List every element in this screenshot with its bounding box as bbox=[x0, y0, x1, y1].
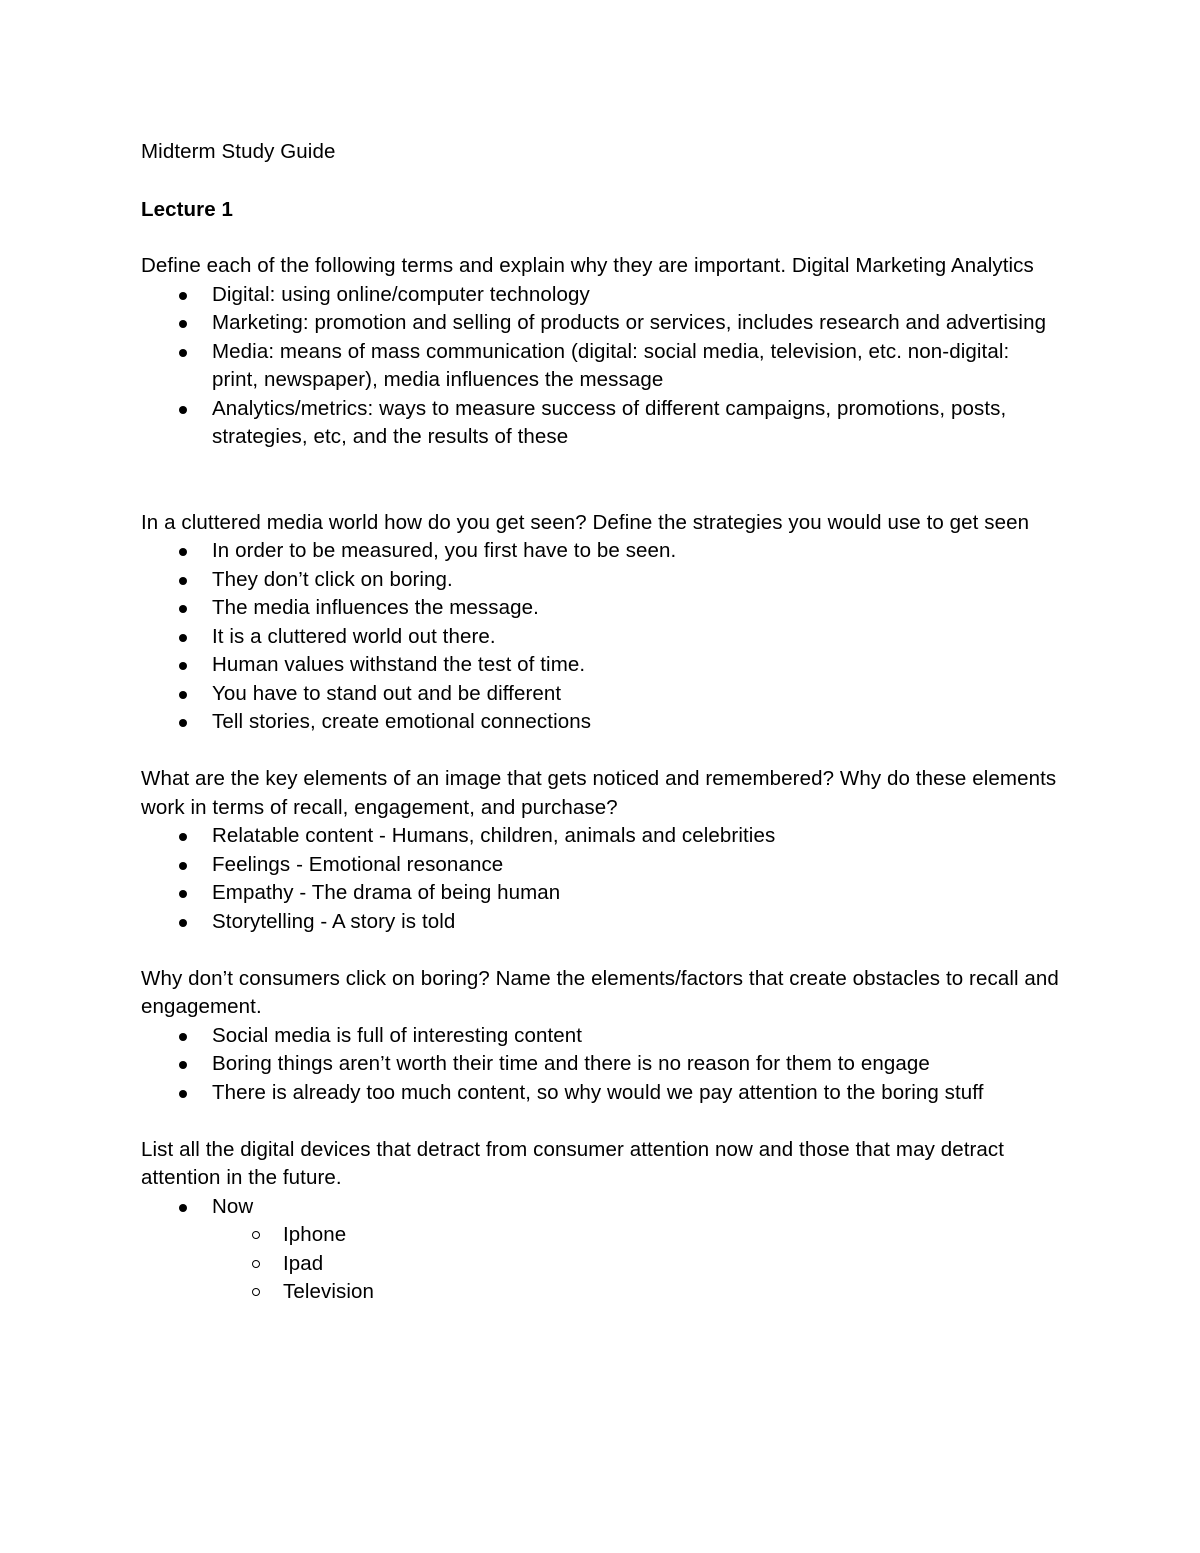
document-title: Midterm Study Guide bbox=[141, 140, 336, 163]
section-key-elements bbox=[141, 765, 1061, 936]
list-item: They don’t click on boring. bbox=[212, 566, 1061, 595]
list-item: Media: means of mass communication (digital: social media, television, etc. non-digital: print, newspaper), media influences the message bbox=[212, 338, 1061, 395]
sub-list-devices bbox=[212, 1221, 1061, 1307]
sub-list-item: Ipad bbox=[283, 1250, 1061, 1279]
sub-list-item: Television bbox=[283, 1278, 1061, 1307]
answer-list-get-seen bbox=[141, 537, 1061, 737]
sub-list-item: Iphone bbox=[283, 1221, 1061, 1250]
section-terms bbox=[141, 252, 1061, 452]
answer-list-terms bbox=[141, 281, 1061, 452]
list-item: Digital: using online/computer technology bbox=[212, 281, 1061, 310]
list-item: In order to be measured, you first have to be seen. bbox=[212, 537, 1061, 566]
question-key-elements: What are the key elements of an image that gets noticed and remembered? Why do these elements work in terms of recall, engagement, and purchase? bbox=[141, 767, 1057, 819]
list-item bbox=[212, 1193, 1061, 1307]
list-item: The media influences the message. bbox=[212, 594, 1061, 623]
answer-list-devices bbox=[141, 1193, 1061, 1307]
question-devices: List all the digital devices that detract from consumer attention now and those that may detract attention in the future. bbox=[141, 1137, 1005, 1189]
list-item: Empathy - The drama of being human bbox=[212, 879, 1061, 908]
lecture-heading: Lecture 1 bbox=[141, 197, 234, 221]
list-item: You have to stand out and be different bbox=[212, 680, 1061, 709]
list-item: Storytelling - A story is told bbox=[212, 908, 1061, 937]
list-item: There is already too much content, so why would we pay attention to the boring stuff bbox=[212, 1079, 1061, 1108]
list-item: It is a cluttered world out there. bbox=[212, 623, 1061, 652]
document-page bbox=[141, 138, 1061, 1307]
answer-list-key-elements bbox=[141, 822, 1061, 936]
question-boring: Why don’t consumers click on boring? Name the elements/factors that create obstacles to recall and engagement. bbox=[141, 966, 1059, 1018]
question-terms: Define each of the following terms and explain why they are important. Digital Marketing Analytics bbox=[141, 254, 1034, 277]
list-item: Social media is full of interesting content bbox=[212, 1022, 1061, 1051]
question-get-seen: In a cluttered media world how do you get seen? Define the strategies you would use to get seen bbox=[141, 510, 1030, 534]
list-item: Human values withstand the test of time. bbox=[212, 651, 1061, 680]
list-item: Marketing: promotion and selling of products or services, includes research and advertising bbox=[212, 309, 1061, 338]
section-boring bbox=[141, 965, 1061, 1108]
section-get-seen bbox=[141, 509, 1061, 737]
list-item: Relatable content - Humans, children, animals and celebrities bbox=[212, 822, 1061, 851]
list-item: Tell stories, create emotional connections bbox=[212, 708, 1061, 737]
list-item: Feelings - Emotional resonance bbox=[212, 851, 1061, 880]
list-item-label: Now bbox=[212, 1194, 254, 1218]
section-devices bbox=[141, 1136, 1061, 1307]
list-item: Analytics/metrics: ways to measure success of different campaigns, promotions, posts, strategies, etc, and the results of these bbox=[212, 395, 1061, 452]
answer-list-boring bbox=[141, 1022, 1061, 1108]
list-item: Boring things aren’t worth their time and there is no reason for them to engage bbox=[212, 1050, 1061, 1079]
